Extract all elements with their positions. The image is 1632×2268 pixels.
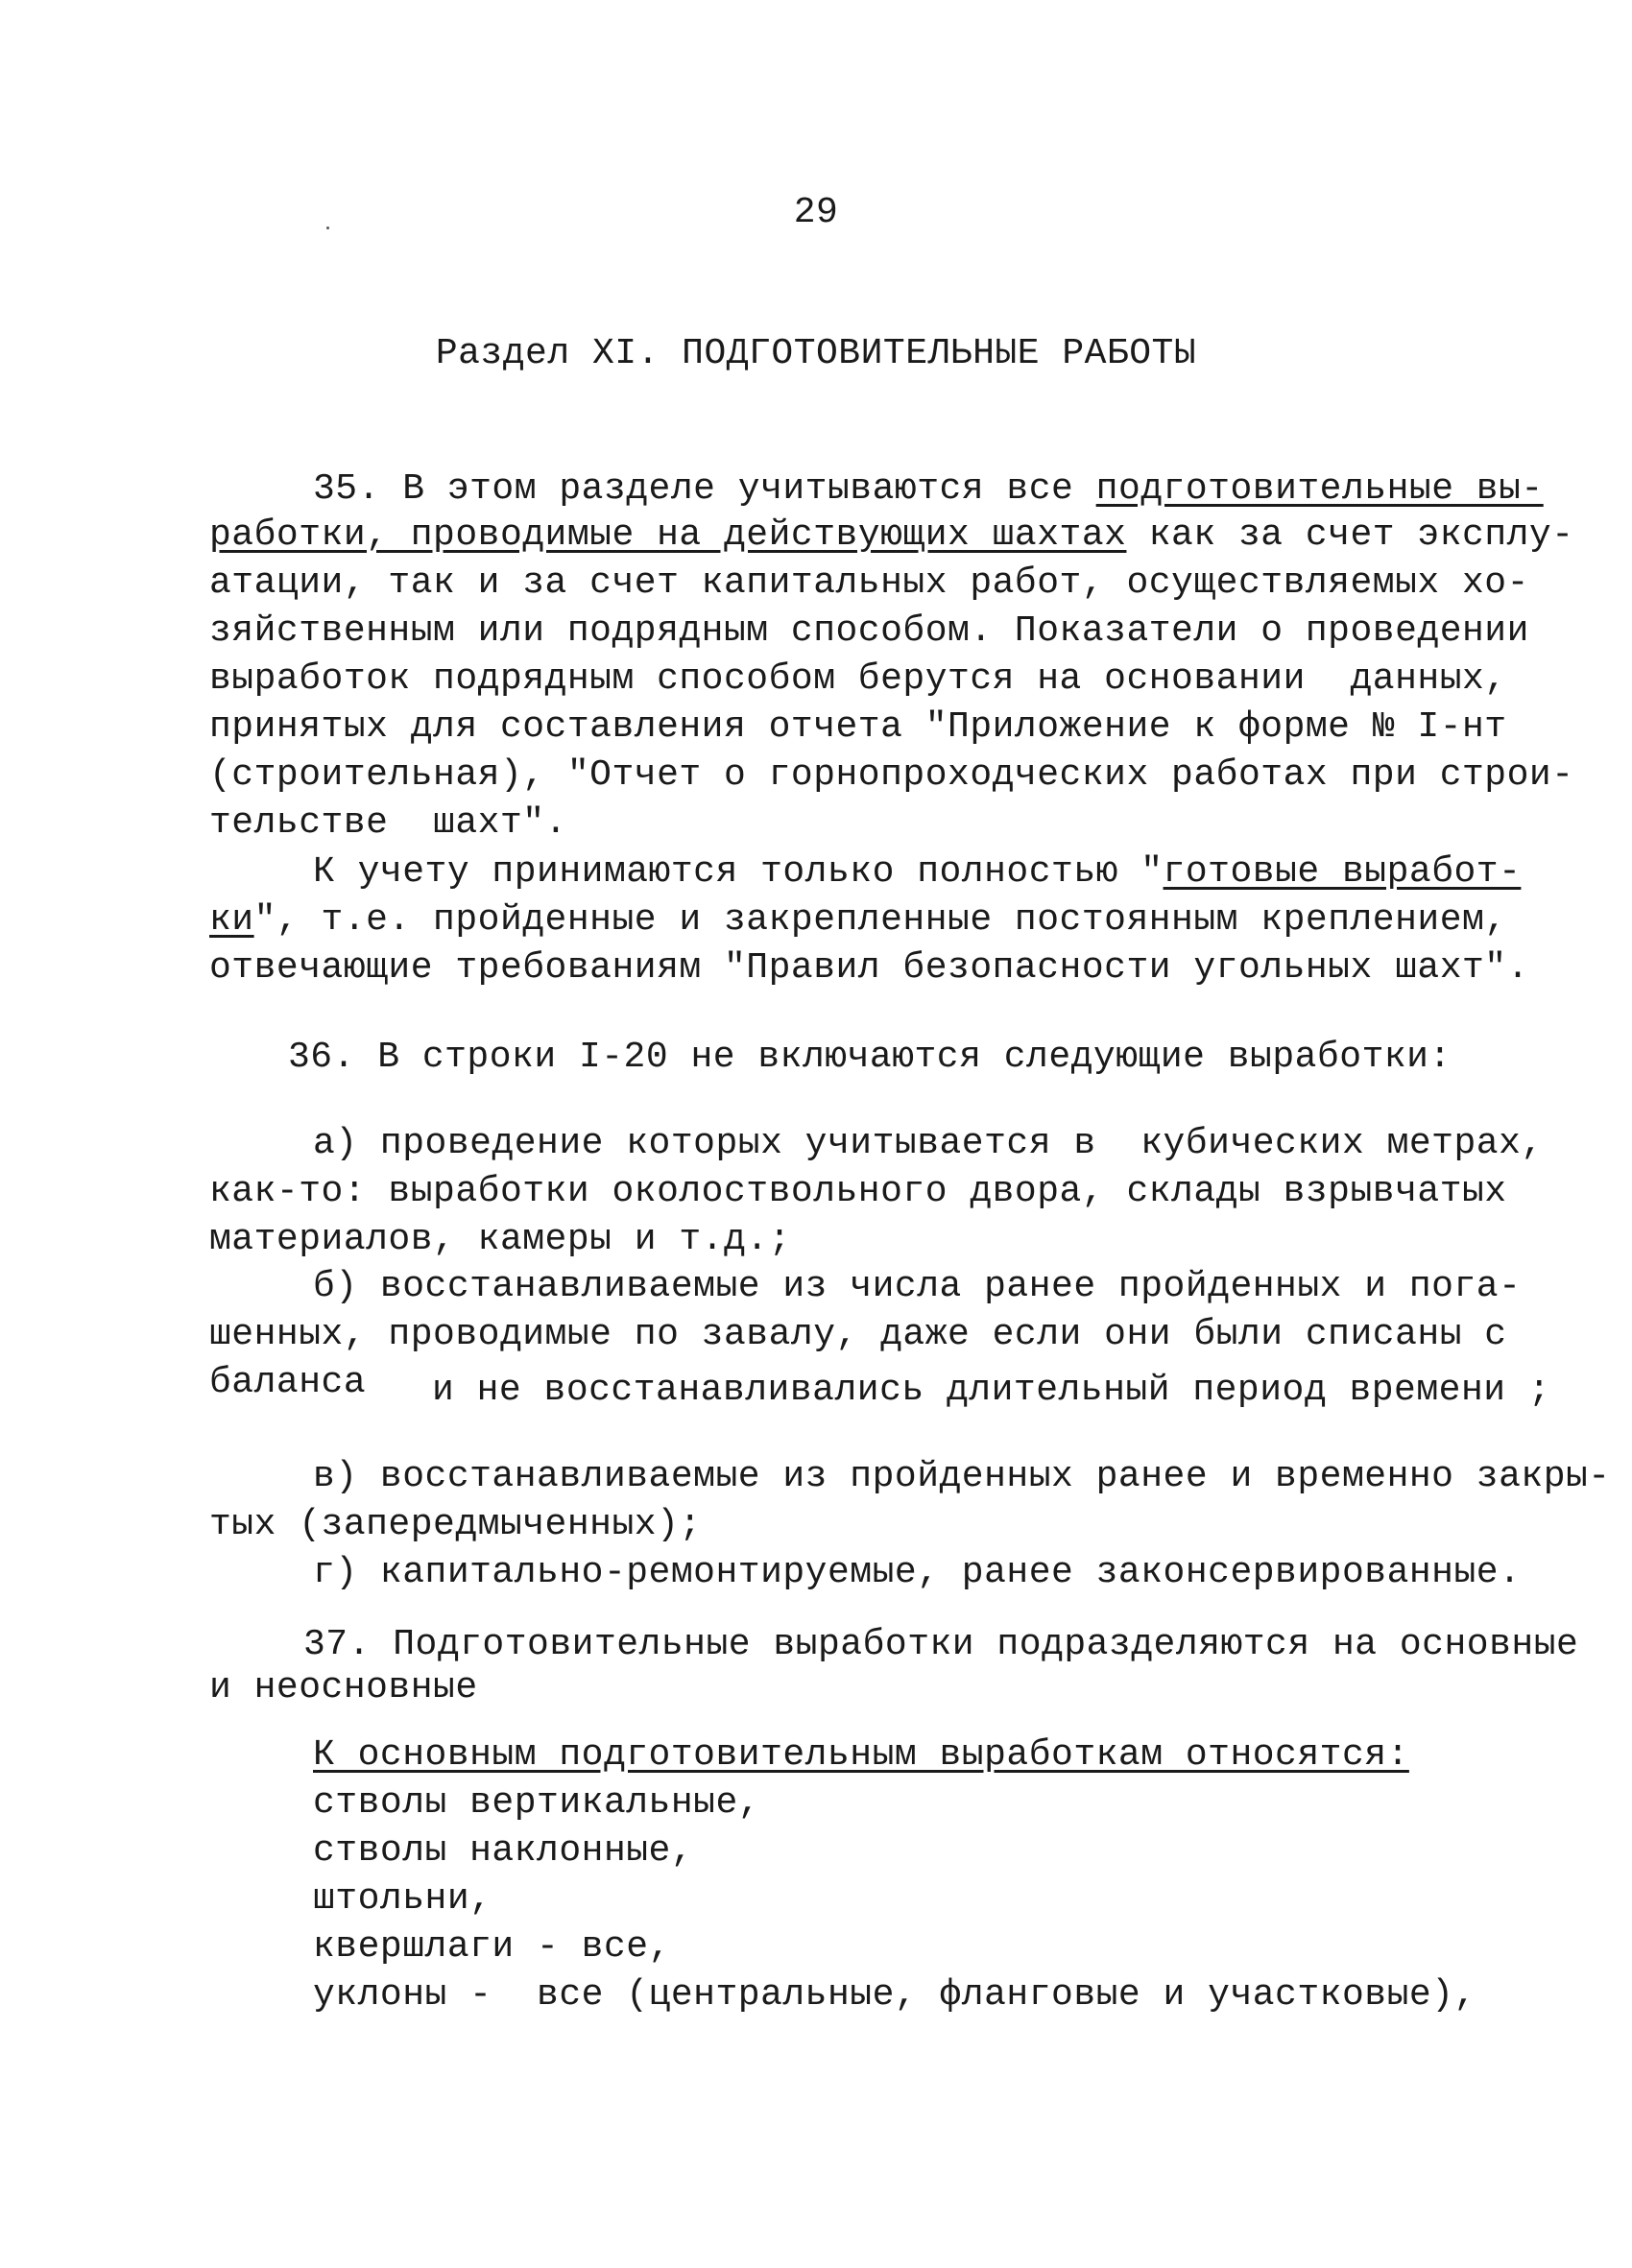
p36-b-line-2: шенных, проводимые по завалу, даже если они были списаны с bbox=[209, 1314, 1507, 1355]
p37-line-1: 37. Подготовительные выработки подразделяются на основные bbox=[303, 1624, 1579, 1665]
p36-d-line-1: г) капитально-ремонтируемые, ранее законсервированные. bbox=[313, 1552, 1522, 1593]
p37-list-item: уклоны - все (центральные, фланговые и участковые), bbox=[313, 1974, 1476, 2016]
p37-list-item: квершлаги - все, bbox=[313, 1926, 671, 1968]
p35b-line-1 bbox=[313, 849, 1521, 895]
p35b-line-2 bbox=[209, 897, 1507, 943]
p36-c-line-1: в) восстанавливаемые из пройденных ранее и временно закры- bbox=[313, 1456, 1611, 1497]
p35-line-6: принятых для составления отчета "Приложение к форме № I-нт bbox=[209, 706, 1507, 748]
p36-b-line-1: б) восстанавливаемые из числа ранее пройденных и пога- bbox=[313, 1266, 1522, 1307]
p37-list-item: стволы вертикальные, bbox=[313, 1782, 761, 1824]
p35-line-1 bbox=[313, 466, 1544, 513]
p35b-line-2-text: ", т.е. пройденные и закрепленные постоянным креплением, bbox=[253, 899, 1507, 941]
p36-b-line-3a: баланса bbox=[209, 1362, 367, 1403]
p37-heading: К основным подготовительным выработкам относятся: bbox=[313, 1734, 1409, 1776]
p37-list-item: штольни, bbox=[313, 1878, 492, 1920]
p36-b-line-3b: и не восстанавливались длительный период времени ; bbox=[432, 1370, 1551, 1411]
p37-list-item: стволы наклонные, bbox=[313, 1830, 694, 1872]
p35-line-1-text: 35. В этом разделе учитываются все bbox=[313, 468, 1096, 510]
p36-intro: 36. В строки I-20 не включаются следующие выработки: bbox=[288, 1037, 1452, 1078]
p36-a-line-2: как-то: выработки околоствольного двора, склады взрывчатых bbox=[209, 1171, 1507, 1212]
p35-line-1-underlined: подготовительные вы- bbox=[1095, 468, 1544, 510]
p35b-line-3: отвечающие требованиям "Правил безопасности угольных шахт". bbox=[209, 947, 1529, 989]
p35b-line-1-underlined: готовые выработ- bbox=[1163, 851, 1522, 893]
p36-a-line-1: а) проведение которых учитывается в кубических метрах, bbox=[313, 1123, 1544, 1164]
p35b-line-1-text: К учету принимаются только полностью " bbox=[313, 851, 1164, 893]
p35-line-4: зяйственным или подрядным способом. Показатели о проведении bbox=[209, 610, 1529, 652]
p35-line-7: (строительная), "Отчет о горнопроходческих работах при строи- bbox=[209, 754, 1574, 796]
p35-line-2-text: как за счет эксплу- bbox=[1126, 514, 1574, 556]
p35-line-2-underlined: работки, проводимые на действующих шахтах bbox=[209, 514, 1127, 556]
page-number: 29 bbox=[793, 192, 839, 233]
p36-c-line-2: тых (запередмыченных); bbox=[209, 1504, 702, 1545]
p36-a-line-3: материалов, камеры и т.д.; bbox=[209, 1219, 791, 1260]
section-title: Раздел XI. ПОДГОТОВИТЕЛЬНЫЕ РАБОТЫ bbox=[435, 333, 1197, 374]
p37-line-2: и неосновные bbox=[209, 1667, 478, 1708]
p35-line-2 bbox=[209, 513, 1574, 559]
p35-line-5: выработок подрядным способом берутся на основании данных, bbox=[209, 658, 1507, 700]
p35-line-8: тельстве шахт". bbox=[209, 802, 567, 844]
p35-line-3: атации, так и за счет капитальных работ, осуществляемых хо- bbox=[209, 562, 1529, 604]
p35b-line-2-underlined: ки bbox=[209, 899, 254, 941]
